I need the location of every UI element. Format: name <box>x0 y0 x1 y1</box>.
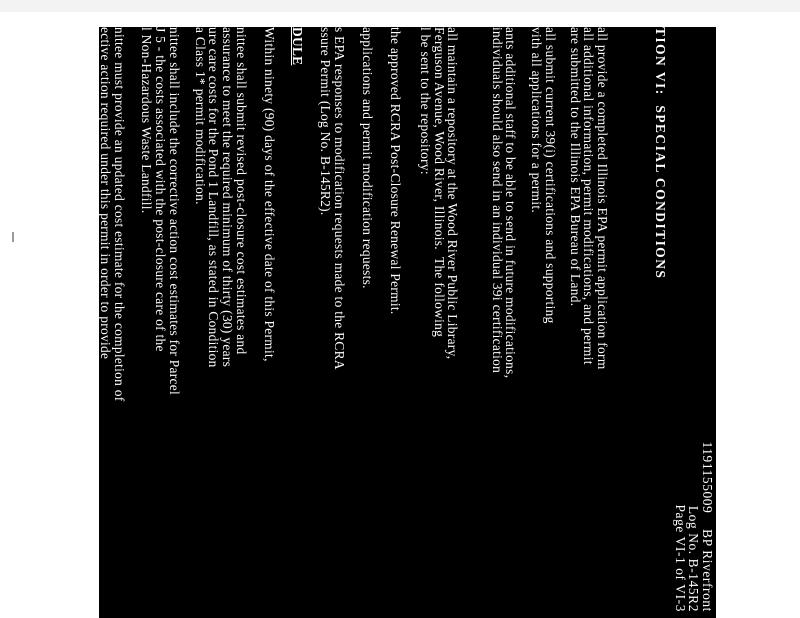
text-line: all provide a completed Illinois EPA permit application form <box>595 27 610 370</box>
section-title: TION VI: SPECIAL CONDITIONS <box>653 27 668 280</box>
text-line: individuals should also send in an individual 39i certification <box>490 27 505 374</box>
text-line: vith all applications for a permit. <box>529 27 544 214</box>
list-item: s EPA responses to modification requests made to the RCRA <box>332 27 347 370</box>
list-item: the approved RCRA Post-Closure Renewal Permit. <box>388 27 403 315</box>
text-line: assurance to meet the required minimum of thirty (30) years <box>220 27 235 368</box>
text-line: Ferguson Avenue, Wood River, Illinois. The following <box>432 27 447 338</box>
text-line: nittee must provide an updated cost estimate for the completion of <box>112 27 127 402</box>
text-line: all submit current 39(i) certifications and supporting <box>543 27 558 324</box>
header-page-number: Page VI-1 of VI-3 <box>672 504 688 612</box>
text-line: ure care costs for the Pond 1 Landfill, as stated in Condition <box>206 27 221 368</box>
text-line: J 5 - the costs associated with the post-closure care of the <box>153 27 168 352</box>
list-item: ssure Permit (Log No. B-145R2). <box>318 27 333 216</box>
header-log-number: Log No. B-145R2 <box>686 505 702 612</box>
text-line: ective action required under this permit in order to provide <box>98 27 113 360</box>
text-line: are submitted to the Illinois EPA Bureau of Land. <box>568 27 583 307</box>
text-line: a Class 1* permit modification. <box>193 27 208 205</box>
rotated-page-content <box>84 27 716 618</box>
text-line: nittee shall submit revised post-closure cost estimates and <box>234 27 249 355</box>
scan-top-edge <box>0 0 800 12</box>
list-item: applications and permit modification requests. <box>360 27 375 289</box>
section-heading: DULE <box>290 27 305 66</box>
text-line: nittee shall include the corrective action cost estimates for Parcel <box>167 27 182 396</box>
scan-artifact-mark <box>12 232 14 242</box>
text-line: ants additional staff to be able to send in future modifications, <box>503 27 518 379</box>
text-line: all maintain a repository at the Wood River Public Library, <box>445 27 460 360</box>
text-line: l Non-Hazardous Waste Landfill. <box>139 27 154 214</box>
page-header <box>673 441 714 612</box>
text-line: Within ninety (90) days of the effective date of this Permit, <box>262 27 277 362</box>
scanned-document-page <box>84 27 716 618</box>
text-line: assurance for the approved amount of that cost estimate within <box>84 27 99 382</box>
text-line: all additional information, permit modifications, and permit <box>581 27 596 365</box>
header-permit-id: 1191155009 BP Riverfront <box>700 441 715 612</box>
text-line: l be sent to the repository: <box>418 27 433 175</box>
